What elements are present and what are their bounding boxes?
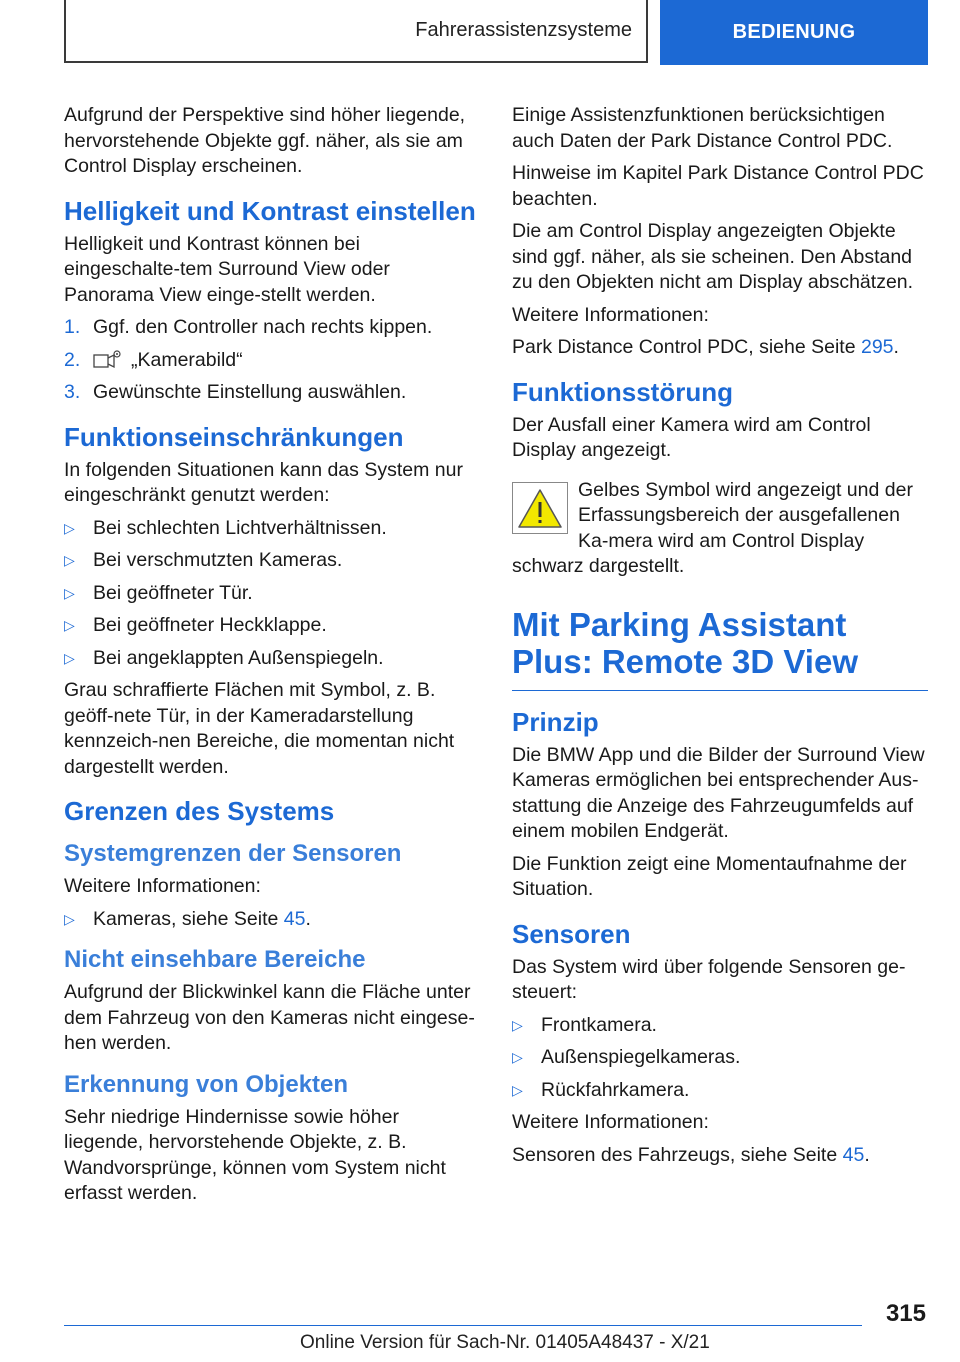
step-item (64, 348, 480, 374)
list-item-text: Bei verschmutzten Kameras. (93, 549, 343, 571)
ref-text: Kameras, siehe Seite (93, 907, 284, 930)
page-header (64, 0, 928, 65)
right-column (512, 103, 928, 1175)
triangle-right-icon: ▷ (64, 519, 75, 536)
section-title: BEDIENUNG (732, 21, 856, 43)
pdc-ref (512, 335, 928, 361)
principle-paragraph-2: Die Funktion zeigt eine Momentaufnahme der Situation. (512, 852, 907, 900)
triangle-right-icon: ▷ (512, 1049, 523, 1065)
principle-paragraph-1: Die BMW App und die Bilder der Surround View Kameras ermöglichen bei entsprechender Aus-stattung die Anzeige des Fahrzeugumfelds auf einem mobilen Endgerät. (512, 743, 925, 842)
list-item-text: Bei geöffneter Tür. (93, 581, 253, 604)
grey-areas-paragraph: Grau schraffierte Flächen mit Symbol, z. B. geöff-nete Tür, in der Kameradarstellung kennzeich-nen Bereiche, die momentan nicht dargestellt werden. (64, 679, 455, 778)
heading-sensor-limits: Systemgrenzen der Sensoren (64, 840, 402, 867)
triangle-right-icon: ▷ (64, 584, 75, 601)
sensors-ref (512, 1143, 928, 1169)
heading-remote-3d-view: Mit Parking Assistant Plus: Remote 3D View (512, 606, 928, 691)
warning-paragraph: Gelbes Symbol wird angezeigt und der Erfassungsbereich der ausgefallenen Ka-mera wird am Control Display schwarz dargestellt. (512, 478, 913, 577)
footer-divider (64, 1325, 862, 1326)
heading-object-detection: Erkennung von Objekten (64, 1070, 349, 1098)
page-number: 315 (885, 1300, 926, 1327)
page-link-45[interactable]: 45 (283, 907, 306, 930)
page-link-295[interactable]: 295 (860, 336, 894, 358)
list-item (512, 1045, 928, 1071)
limitations-list (64, 516, 480, 672)
step-item (64, 380, 480, 406)
list-item (512, 1078, 928, 1104)
hidden-areas-paragraph: Aufgrund der Blickwinkel kann die Fläche unter dem Fahrzeug von den Kameras nicht eingese-hen werden. (64, 981, 475, 1054)
left-column (64, 103, 480, 1214)
list-item (64, 581, 480, 607)
malfunction-paragraph: Der Ausfall einer Kamera wird am Control Display angezeigt. (512, 413, 871, 461)
list-item (64, 646, 480, 672)
pdc-hint-paragraph: Hinweise im Kapitel Park Distance Control PDC beachten. (512, 162, 924, 210)
triangle-right-icon: ▷ (512, 1016, 523, 1033)
ref-end: . (305, 907, 311, 930)
object-detection-paragraph: Sehr niedrige Hindernisse sowie höher liegende, hervorstehende Objekte, z. B. Wandvorsprünge, können vom System nicht erfasst werden. (64, 1105, 446, 1204)
list-item (64, 548, 480, 574)
warning-triangle-icon (512, 482, 568, 534)
step-number: 2. (64, 348, 81, 371)
heading-brightness: Helligkeit und Kontrast einstellen (64, 195, 476, 226)
intro-paragraph: Aufgrund der Perspektive sind höher liegende, hervorstehende Objekte ggf. näher, als sie am Control Display erscheinen. (64, 104, 466, 177)
triangle-right-icon: ▷ (64, 649, 75, 666)
heading-principle: Prinzip (512, 706, 599, 737)
ref-end: . (893, 336, 899, 358)
heading-hidden-areas: Nicht einsehbare Bereiche (64, 946, 366, 973)
step-text: Gewünschte Einstellung auswählen. (93, 381, 407, 403)
step-text: Ggf. den Controller nach rechts kippen. (93, 316, 433, 338)
list-item (64, 907, 480, 933)
brightness-paragraph: Helligkeit und Kontrast können bei eingeschalte-tem Surround View oder Panorama View einge-stellt werden. (64, 232, 390, 306)
step-number: 1. (64, 316, 81, 338)
step-item (64, 315, 480, 341)
ref-text: Park Distance Control PDC, siehe Seite (512, 336, 861, 358)
steps-list (64, 315, 480, 406)
list-item-text: Bei schlechten Lichtverhältnissen. (93, 516, 387, 539)
warning-block (512, 478, 928, 580)
list-item (512, 1013, 928, 1039)
list-item-text: Außenspiegelkameras. (541, 1046, 741, 1068)
triangle-right-icon: ▷ (64, 617, 75, 633)
step-text: „Kamerabild“ (131, 348, 243, 371)
list-item-text: Rückfahrkamera. (541, 1078, 690, 1101)
camera-settings-icon (93, 348, 123, 370)
chapter-tab (64, 0, 648, 63)
camera-ref (93, 907, 311, 933)
footer-text: Online Version für Sach-Nr. 01405A48437 - X/21 (300, 1332, 710, 1353)
chapter-title: Fahrerassistenzsysteme (415, 19, 632, 41)
distance-warning-paragraph: Die am Control Display angezeigten Objekte sind ggf. näher, als sie scheinen. Den Abstand zu den Objekten nicht am Display abschätzen. (512, 220, 914, 293)
sensors-paragraph: Das System wird über folgende Sensoren ge-steuert: (512, 955, 906, 1003)
heading-sensors: Sensoren (512, 918, 631, 949)
list-item-text: Bei geöffneter Heckklappe. (93, 614, 327, 636)
list-item-text: Frontkamera. (541, 1013, 657, 1036)
triangle-right-icon: ▷ (512, 1081, 523, 1098)
heading-limitations: Funktionseinschränkungen (64, 421, 404, 452)
ref-end: . (864, 1143, 870, 1166)
section-tab (660, 0, 928, 65)
triangle-right-icon: ▷ (64, 910, 75, 927)
list-item (64, 613, 480, 639)
heading-system-bounds: Grenzen des Systems (64, 796, 335, 826)
step-number: 3. (64, 381, 81, 403)
step-content (93, 348, 243, 374)
list-item (64, 516, 480, 542)
list-item-text: Bei angeklappten Außenspiegeln. (93, 646, 384, 669)
more-info-label: Weitere Informationen: (512, 1111, 709, 1133)
heading-malfunction: Funktionsstörung (512, 376, 733, 407)
sensors-list (512, 1013, 928, 1104)
more-info-label: Weitere Informationen: (512, 303, 709, 326)
ref-text: Sensoren des Fahrzeugs, siehe Seite (512, 1143, 843, 1166)
limitations-paragraph: In folgenden Situationen kann das System nur eingeschränkt genutzt werden: (64, 458, 463, 506)
more-info-label: Weitere Informationen: (64, 875, 261, 897)
camera-ref-list (64, 907, 480, 933)
pdc-paragraph: Einige Assistenzfunktionen berücksichtigen auch Daten der Park Distance Control PDC. (512, 104, 893, 152)
triangle-right-icon: ▷ (64, 552, 75, 568)
page-link-45[interactable]: 45 (842, 1143, 865, 1166)
